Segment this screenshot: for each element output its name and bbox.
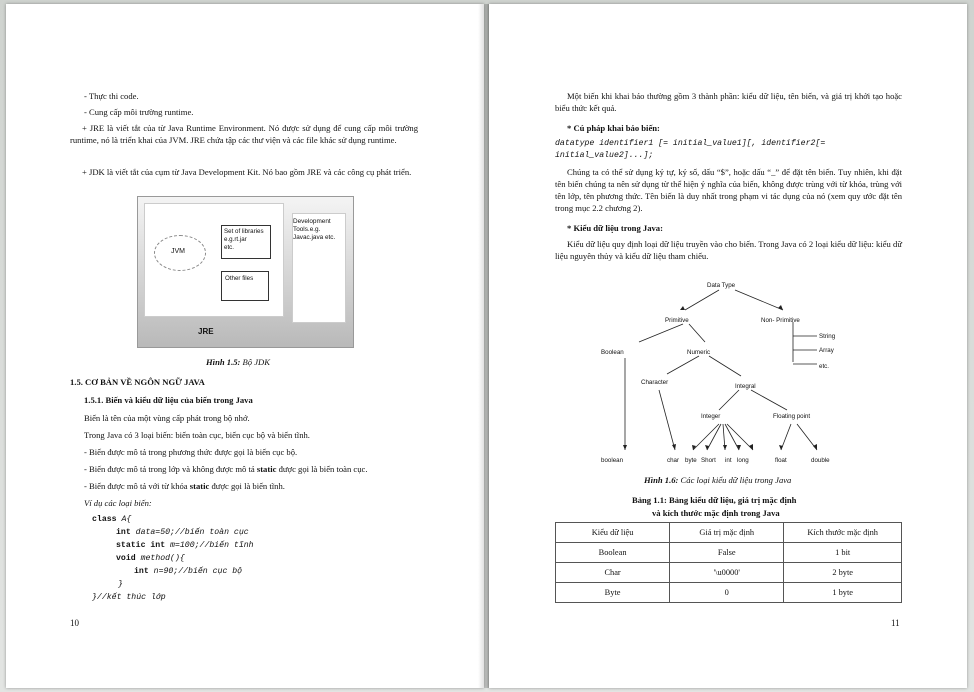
figure-caption-label: Hình 1.5: [206, 357, 241, 367]
text-span: - Biến được mô tả với từ khóa [84, 481, 190, 491]
code-text: A{ [121, 515, 132, 524]
tree-leaf: byte [685, 457, 697, 464]
table-cell: 0 [670, 583, 784, 603]
bullet-line: - Cung cấp môi trường runtime. [84, 107, 194, 117]
code-text: }//kết thúc lớp [92, 593, 166, 602]
code-line [134, 566, 242, 578]
tree-node: Floating point [773, 413, 811, 420]
code-text: } [118, 580, 123, 589]
jre-label: JRE [198, 327, 214, 336]
table-row [556, 563, 902, 583]
table-title: Bảng 1.1: Bảng kiểu dữ liệu, giá trị mặc định [632, 495, 797, 505]
tree-leaf: float [775, 457, 787, 464]
table-cell: 2 byte [784, 563, 902, 583]
dev-tools-label: Tools.e.g. [293, 226, 321, 233]
tree-leaf: double [811, 457, 830, 464]
syntax-heading: * Cú pháp khai báo biến: [567, 123, 660, 133]
body-line: - Biến được mô tả trong phương thức được gọi là biến cục bộ. [84, 447, 298, 457]
tree-node: Boolean [601, 349, 624, 356]
code-text: n=90;//biến cục bộ [153, 567, 243, 576]
code-line [116, 540, 254, 552]
code-text: method(){ [140, 554, 185, 563]
body-line [84, 480, 285, 492]
types-heading: * Kiểu dữ liệu trong Java: [567, 223, 663, 233]
code-keyword: static int [116, 541, 171, 550]
tree-node: Numeric [687, 349, 711, 356]
code-line [92, 592, 166, 604]
text-span: được gọi là biến tĩnh. [209, 481, 285, 491]
syntax-line: datatype identifier1 [= initial_value1][, identifier2[= [555, 139, 826, 148]
figure-caption-text: Các loại kiểu dữ liệu trong Java [678, 475, 792, 485]
tree-leaf: Short [701, 457, 716, 464]
example-label: Ví dụ các loại biến: [84, 498, 152, 508]
table-cell: Byte [556, 583, 670, 603]
table-cell: '\u0000' [670, 563, 784, 583]
libraries-label: etc. [224, 244, 234, 251]
figure-caption-label: Hình 1.6: [644, 475, 679, 485]
bullet-line: - Thực thi code. [84, 91, 139, 101]
other-files-label: Other files [225, 275, 254, 282]
figure-caption [644, 474, 791, 486]
page-number: 10 [70, 618, 79, 628]
table-title: và kích thước mặc định trong Java [652, 508, 780, 518]
types-paragraph: Kiểu dữ liệu quy định loại dữ liệu truyền vào cho biến. Trong Java có 2 loại kiểu dữ liệu: kiểu dữ liệu nguyên thủy và kiểu dữ liệu tham chiếu. [555, 239, 902, 261]
tree-node: Array [819, 347, 834, 354]
table-cell: 1 bit [784, 543, 902, 563]
tree-leaf: long [737, 457, 749, 464]
syntax-line: initial_value2]...]; [555, 151, 654, 160]
subsection-title: 1.5.1. Biến và kiểu dữ liệu của biến trong Java [84, 395, 253, 405]
table-cell: Char [556, 563, 670, 583]
dev-tools-label: Javac.java etc. [293, 234, 336, 241]
page-left [6, 4, 484, 688]
tree-node: Primitive [665, 317, 689, 324]
table-row [556, 583, 902, 603]
tree-node: Character [641, 379, 669, 386]
jdk-figure [137, 196, 354, 348]
dev-tools-label: Development [293, 218, 331, 225]
figure-caption [206, 356, 270, 368]
jvm-label: JVM [171, 248, 185, 255]
code-text: data=50;//biến toàn cục [135, 528, 249, 537]
section-title: 1.5. CƠ BẢN VỀ NGÔN NGỮ JAVA [70, 377, 205, 387]
libraries-box [221, 225, 271, 259]
body-line: Trong Java có 3 loại biến: biến toàn cục, biến cục bộ và biến tĩnh. [84, 430, 310, 440]
intro-paragraph: Một biến khi khai báo thường gồm 3 thành phần: kiểu dữ liệu, tên biến, và giá trị khởi tạo hoặc biểu thức kết quả. [555, 91, 902, 113]
table-header-cell: Giá trị mặc định [670, 523, 784, 543]
libraries-label: Set of libraries [224, 228, 264, 235]
data-type-tree [601, 272, 861, 468]
table-header-cell: Kích thước mặc định [784, 523, 902, 543]
figure-caption-text: Bộ JDK [240, 357, 270, 367]
page-right [489, 4, 967, 688]
code-line [116, 527, 249, 539]
tree-leaf: boolean [601, 457, 624, 464]
naming-paragraph: Chúng ta có thể sử dụng ký tự, ký số, dấu “$”, hoặc dấu “_” để đặt tên biến. Tuy nhiên, khi đặt tên biến chúng ta nên sử dụng từ thể hiện ý nghĩa của biến, không được trùng với từ khóa, trùng với tên lớp, tên phương thức. Tên biến là duy nhất trong phạm vi tác dụng của nó (xem quy ước đặt tên trong mục 2.2 chương 2). [555, 167, 902, 213]
page-number: 11 [891, 618, 900, 628]
text-span: - Biến được mô tả trong lớp và không được mô tả [84, 464, 257, 474]
tree-node: Integral [735, 383, 756, 390]
jdk-paragraph: + JDK là viết tắt của cụm từ Java Development Kit. Nó bao gồm JRE và các công cụ phát triển. [82, 167, 412, 177]
code-line [92, 514, 131, 526]
other-files-box [221, 271, 269, 301]
code-keyword: int [116, 528, 136, 537]
text-span: được gọi là biến toàn cục. [276, 464, 368, 474]
code-keyword: class [92, 515, 122, 524]
table-cell: Boolean [556, 543, 670, 563]
keyword: static [189, 481, 210, 491]
body-line [84, 463, 367, 475]
tree-node: String [819, 333, 836, 340]
tree-node: Data Type [707, 282, 736, 289]
code-line [118, 579, 123, 591]
body-line: Biến là tên của một vùng cấp phát trong bộ nhớ. [84, 413, 250, 423]
dev-tools-box [292, 213, 346, 323]
tree-leaf: char [667, 457, 680, 464]
table-cell: 1 byte [784, 583, 902, 603]
tree-node: Non- Primitive [761, 317, 800, 324]
table-row [556, 543, 902, 563]
tree-node: etc. [819, 363, 829, 370]
tree-node: Integer [701, 413, 721, 420]
jre-paragraph: + JRE là viết tắt của từ Java Runtime Environment. Nó được sử dụng để cung cấp môi trường runtime, nó là triển khai của JVM. JRE chứa tập các thư viện và các file khác sử dụng runtime. [70, 123, 418, 145]
table-cell: False [670, 543, 784, 563]
defaults-table [555, 522, 902, 603]
code-line [116, 553, 185, 565]
table-header-row [556, 523, 902, 543]
code-keyword: int [134, 567, 154, 576]
keyword: static [256, 464, 277, 474]
libraries-label: e.g.rt.jar [224, 236, 247, 243]
code-text: m=100;//biến tĩnh [170, 541, 254, 550]
code-keyword: void [116, 554, 141, 563]
table-header-cell: Kiểu dữ liệu [556, 523, 670, 543]
tree-leaf: int [725, 457, 732, 464]
